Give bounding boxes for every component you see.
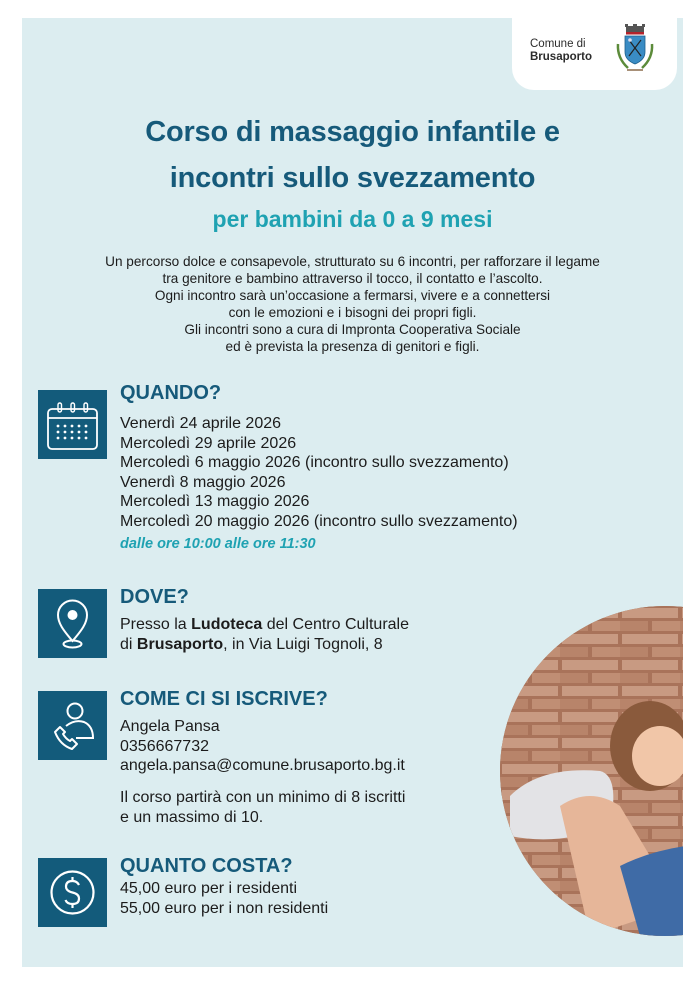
text: di: [120, 635, 137, 653]
intro-line: con le emozioni e i bisogni dei propri figli.: [228, 305, 477, 320]
date-item: Venerdì 24 aprile 2026: [120, 415, 282, 432]
father-lifting-baby-photo: [500, 606, 683, 936]
town-name: Brusaporto: [136, 635, 224, 653]
note-line-1: Il corso partirà con un minimo di 8 iscritti: [120, 789, 406, 806]
cost-prices: [120, 879, 328, 918]
when-dates: [120, 414, 518, 531]
contact-phone-icon: [38, 691, 107, 760]
location-pin-icon: [38, 589, 107, 658]
contact-phone[interactable]: 0356667732: [120, 737, 209, 755]
title-line-1: Corso di massaggio infantile e: [145, 116, 560, 148]
signup-contact: [120, 717, 405, 776]
text: del Centro Culturale: [262, 616, 410, 633]
intro-line: Ogni incontro sarà un’occasione a fermarsi, vivere e a connettersi: [154, 288, 551, 303]
date-item: Mercoledì 13 maggio 2026: [120, 493, 310, 510]
cost-icon-box: [38, 858, 107, 927]
when-time: dalle ore 10:00 alle ore 11:30: [120, 536, 316, 552]
signup-title: COME CI SI ISCRIVE?: [120, 688, 328, 710]
municipal-crest-icon: [612, 24, 658, 80]
intro-line: ed è prevista la presenza di genitori e figli.: [225, 339, 480, 354]
where-address: [120, 615, 409, 654]
date-item: Mercoledì 20 maggio 2026 (incontro sullo svezzamento): [120, 512, 518, 530]
calendar-icon: [38, 390, 107, 459]
date-item: Venerdì 8 maggio 2026: [120, 473, 286, 491]
contact-email[interactable]: angela.pansa@comune.brusaporto.bg.it: [120, 757, 405, 774]
photo-illustration: [500, 606, 683, 936]
municipality-logo: [512, 18, 677, 90]
calendar-icon-box: [38, 390, 107, 459]
when-title: QUANDO?: [120, 382, 222, 404]
signup-note: [120, 788, 405, 827]
note-line-2: e un massimo di 10.: [120, 808, 264, 826]
intro-line: Un percorso dolce e consapevole, strutturato su 6 incontri, per rafforzare il legame: [105, 254, 600, 269]
text: Presso la: [120, 616, 192, 633]
date-item: Mercoledì 29 aprile 2026: [120, 434, 297, 452]
subtitle: per bambini da 0 a 9 mesi: [212, 206, 493, 232]
intro-paragraph: [22, 253, 683, 355]
where-title: DOVE?: [120, 586, 189, 608]
where-line-2: [120, 635, 409, 655]
logo-text: [530, 38, 592, 64]
intro-line: Gli incontri sono a cura di Impronta Cooperativa Sociale: [184, 322, 521, 337]
date-item: Mercoledì 6 maggio 2026 (incontro sullo svezzamento): [120, 454, 509, 471]
title-line-2: incontri sullo svezzamento: [169, 162, 536, 194]
intro-line: tra genitore e bambino attraverso il tocco, il contatto e l’ascolto.: [162, 271, 543, 286]
contact-icon-box: [38, 691, 107, 760]
logo-line-2: Brusaporto: [530, 51, 592, 63]
price-non-residents: 55,00 euro per i non residenti: [120, 899, 329, 917]
location-icon-box: [38, 589, 107, 658]
poster: [22, 18, 683, 967]
contact-name: Angela Pansa: [120, 718, 220, 735]
price-residents: 45,00 euro per i residenti: [120, 880, 297, 897]
logo-line-1: Comune di: [530, 38, 586, 50]
where-line-1: [120, 615, 409, 635]
cost-title: QUANTO COSTA?: [120, 855, 293, 877]
text: , in Via Luigi Tognoli, 8: [223, 635, 383, 653]
dollar-coin-icon: [38, 858, 107, 927]
venue-name: Ludoteca: [191, 616, 263, 633]
